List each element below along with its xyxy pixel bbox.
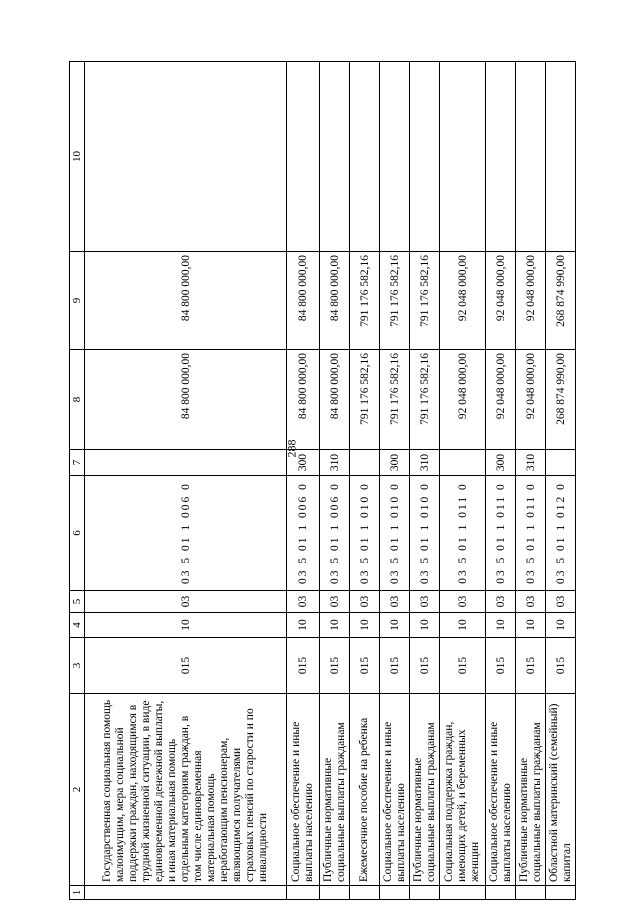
cell-target-article: 03 5 01 1 010 0 xyxy=(350,476,380,591)
table-row xyxy=(380,62,410,900)
cell-target-article: 03 5 01 1 012 0 xyxy=(546,476,576,591)
cell-amount-2: 92 048 000,00 xyxy=(516,252,546,350)
table-row xyxy=(486,62,516,900)
cell-amount-2: 791 176 582,16 xyxy=(410,252,440,350)
page-number: 288 xyxy=(284,439,299,458)
table-row xyxy=(516,62,546,900)
budget-table xyxy=(69,61,576,900)
cell-target-article: 03 5 01 1 011 0 xyxy=(440,476,486,591)
cell-index xyxy=(320,886,350,900)
cell-section: 10 xyxy=(546,613,576,638)
cell-amount-1: 791 176 582,16 xyxy=(380,350,410,450)
cell-amount-1: 84 800 000,00 xyxy=(287,350,320,450)
table-row xyxy=(350,62,380,900)
table-row xyxy=(287,62,320,900)
cell-amount-2: 791 176 582,16 xyxy=(350,252,380,350)
cell-subsection: 03 xyxy=(380,591,410,613)
cell-index xyxy=(486,886,516,900)
cell-expense-type: 300 xyxy=(486,450,516,476)
cell-expense-type: 300 xyxy=(380,450,410,476)
cell-subsection: 03 xyxy=(546,591,576,613)
cell-description: Государственная социальная помощь малоимущим, мера социальной поддержки граждан, находящимся в трудной жизненной ситуации, в виде единовременной денежной выплаты, и иная материальная помощь отдельным категориям граждан, в том числе единовременная материальная помощь неработающим пенсионерам, являющимся получателями страховых пенсий по старости и по инвалидности xyxy=(85,694,287,886)
cell-index xyxy=(546,886,576,900)
cell-section: 10 xyxy=(85,613,287,638)
cell-amount-3 xyxy=(486,62,516,252)
rotated-table-container xyxy=(69,62,573,900)
rotated-table-frame xyxy=(69,62,573,900)
cell-admin-code: 015 xyxy=(380,638,410,694)
cell-section: 10 xyxy=(486,613,516,638)
cell-admin-code: 015 xyxy=(410,638,440,694)
cell-target-article: 03 5 01 1 010 0 xyxy=(410,476,440,591)
cell-description: Публичные нормативные социальные выплаты гражданам xyxy=(516,694,546,886)
cell-amount-3 xyxy=(320,62,350,252)
cell-amount-2: 92 048 000,00 xyxy=(440,252,486,350)
cell-section: 10 xyxy=(516,613,546,638)
cell-description: Публичные нормативные социальные выплаты гражданам xyxy=(320,694,350,886)
cell-expense-type: 300 xyxy=(287,450,320,476)
cell-index xyxy=(287,886,320,900)
cell-amount-3 xyxy=(350,62,380,252)
cell-amount-3 xyxy=(440,62,486,252)
cell-amount-3 xyxy=(516,62,546,252)
cell-admin-code: 015 xyxy=(85,638,287,694)
cell-admin-code: 015 xyxy=(350,638,380,694)
cell-amount-1: 92 048 000,00 xyxy=(440,350,486,450)
cell-amount-2: 92 048 000,00 xyxy=(486,252,516,350)
cell-section: 10 xyxy=(410,613,440,638)
cell-description: Социальное обеспечение и иные выплаты населению xyxy=(380,694,410,886)
cell-amount-2: 791 176 582,16 xyxy=(380,252,410,350)
cell-amount-3 xyxy=(410,62,440,252)
cell-subsection: 03 xyxy=(440,591,486,613)
table-row xyxy=(440,62,486,900)
cell-amount-2: 84 800 000,00 xyxy=(320,252,350,350)
cell-expense-type xyxy=(440,450,486,476)
cell-subsection: 03 xyxy=(350,591,380,613)
header-row xyxy=(70,62,85,900)
col-header-1: 1 xyxy=(70,886,85,900)
cell-section: 10 xyxy=(320,613,350,638)
cell-expense-type: 310 xyxy=(320,450,350,476)
cell-amount-1: 84 800 000,00 xyxy=(320,350,350,450)
col-header-2: 2 xyxy=(70,694,85,886)
cell-admin-code: 015 xyxy=(516,638,546,694)
cell-section: 10 xyxy=(287,613,320,638)
cell-amount-1: 92 048 000,00 xyxy=(516,350,546,450)
cell-amount-2: 84 800 000,00 xyxy=(287,252,320,350)
table-row xyxy=(85,62,287,900)
cell-subsection: 03 xyxy=(287,591,320,613)
cell-amount-3 xyxy=(85,62,287,252)
cell-expense-type xyxy=(350,450,380,476)
cell-amount-1: 84 800 000,00 xyxy=(85,350,287,450)
cell-amount-1: 791 176 582,16 xyxy=(350,350,380,450)
cell-target-article: 03 5 01 1 006 0 xyxy=(287,476,320,591)
cell-index xyxy=(440,886,486,900)
table-row xyxy=(410,62,440,900)
cell-subsection: 03 xyxy=(410,591,440,613)
cell-amount-3 xyxy=(287,62,320,252)
cell-admin-code: 015 xyxy=(546,638,576,694)
cell-target-article: 03 5 01 1 006 0 xyxy=(320,476,350,591)
cell-admin-code: 015 xyxy=(486,638,516,694)
cell-target-article: 03 5 01 1 011 0 xyxy=(516,476,546,591)
cell-amount-2: 84 800 000,00 xyxy=(85,252,287,350)
col-header-5: 5 xyxy=(70,591,85,613)
cell-description: Ежемесячное пособие на ребенка xyxy=(350,694,380,886)
col-header-10: 10 xyxy=(70,62,85,252)
cell-expense-type xyxy=(85,450,287,476)
table-row xyxy=(546,62,576,900)
cell-target-article: 03 5 01 1 011 0 xyxy=(486,476,516,591)
cell-index xyxy=(516,886,546,900)
cell-description: Социальное обеспечение и иные выплаты населению xyxy=(486,694,516,886)
cell-index xyxy=(85,886,287,900)
table-row xyxy=(320,62,350,900)
cell-section: 10 xyxy=(380,613,410,638)
col-header-4: 4 xyxy=(70,613,85,638)
cell-amount-3 xyxy=(546,62,576,252)
cell-admin-code: 015 xyxy=(320,638,350,694)
cell-subsection: 03 xyxy=(320,591,350,613)
cell-index xyxy=(380,886,410,900)
cell-amount-1: 268 874 990,00 xyxy=(546,350,576,450)
cell-expense-type xyxy=(546,450,576,476)
cell-subsection: 03 xyxy=(516,591,546,613)
cell-subsection: 03 xyxy=(486,591,516,613)
cell-admin-code: 015 xyxy=(440,638,486,694)
cell-description: Социальная поддержка граждан, имеющих детей, и беременных женщин xyxy=(440,694,486,886)
cell-section: 10 xyxy=(350,613,380,638)
col-header-3: 3 xyxy=(70,638,85,694)
col-header-9: 9 xyxy=(70,252,85,350)
cell-index xyxy=(350,886,380,900)
cell-target-article: 03 5 01 1 010 0 xyxy=(380,476,410,591)
cell-expense-type: 310 xyxy=(410,450,440,476)
cell-description: Социальное обеспечение и иные выплаты населению xyxy=(287,694,320,886)
col-header-8: 8 xyxy=(70,350,85,450)
cell-target-article: 03 5 01 1 006 0 xyxy=(85,476,287,591)
col-header-6: 6 xyxy=(70,476,85,591)
cell-expense-type: 310 xyxy=(516,450,546,476)
cell-index xyxy=(410,886,440,900)
cell-amount-1: 92 048 000,00 xyxy=(486,350,516,450)
cell-description: Публичные нормативные социальные выплаты гражданам xyxy=(410,694,440,886)
cell-description: Областной материнский (семейный) капитал xyxy=(546,694,576,886)
col-header-7: 7 xyxy=(70,450,85,476)
cell-amount-2: 268 874 990,00 xyxy=(546,252,576,350)
cell-amount-3 xyxy=(380,62,410,252)
cell-subsection: 03 xyxy=(85,591,287,613)
cell-admin-code: 015 xyxy=(287,638,320,694)
cell-section: 10 xyxy=(440,613,486,638)
cell-amount-1: 791 176 582,16 xyxy=(410,350,440,450)
